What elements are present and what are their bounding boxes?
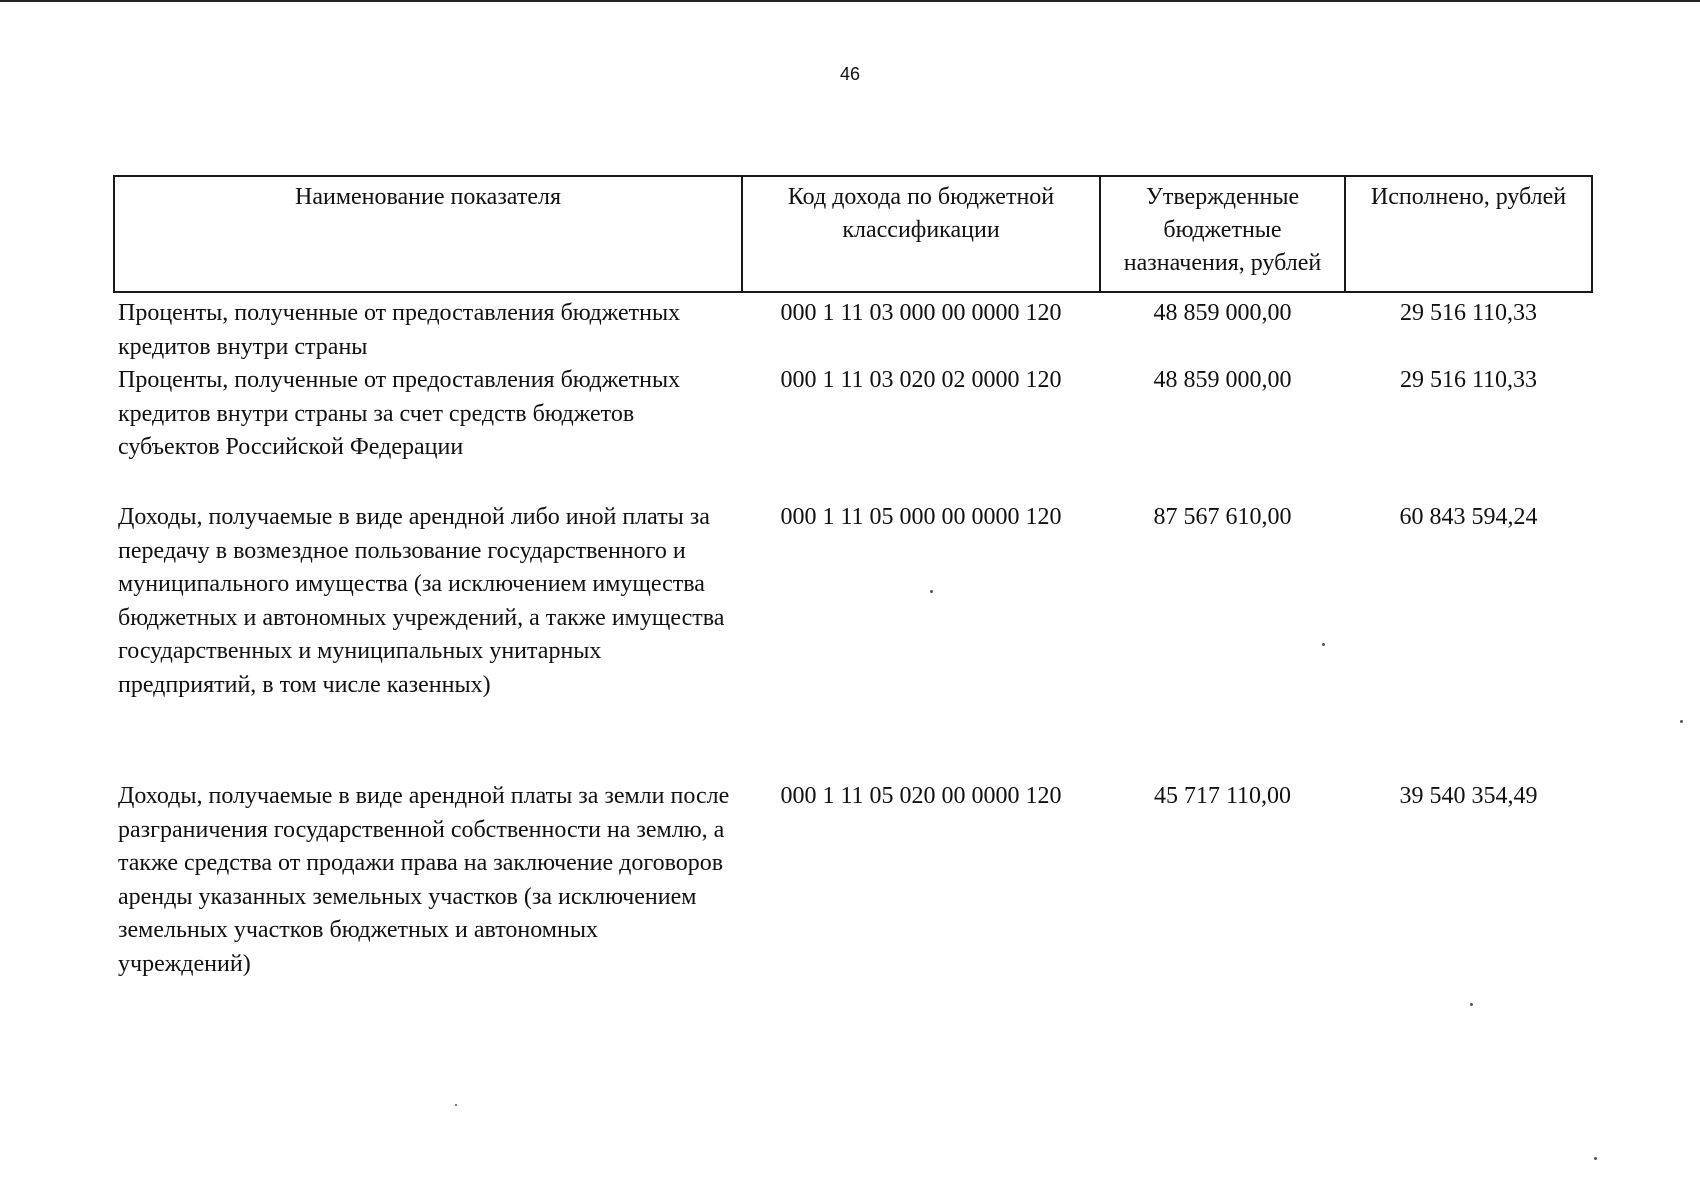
row-indicator-name: Проценты, полученные от предоставления бюджетных кредитов внутри страны — [118, 300, 681, 360]
row-executed-amount: 39 540 354,49 — [1399, 783, 1538, 809]
row-executed-amount: 29 516 110,33 — [1399, 367, 1538, 393]
row-indicator-name: Проценты, полученные от предоставления бюджетных кредитов внутри страны за счет средств бюджетов субъектов Российской Федерации — [118, 367, 681, 460]
row-approved-amount: 45 717 110,00 — [1153, 783, 1292, 809]
header-executed-amount: Исполнено, рублей — [1345, 176, 1592, 292]
table-row — [114, 780, 1592, 1010]
table-row — [114, 364, 1592, 501]
row-revenue-code: 000 1 11 05 020 00 0000 120 — [780, 783, 1062, 809]
header-approved-amount: Утвержденные бюджетные назначения, рублей — [1100, 176, 1345, 292]
row-revenue-code: 000 1 11 03 020 02 0000 120 — [780, 367, 1062, 393]
scan-speck — [1470, 1003, 1473, 1006]
row-executed-amount: 29 516 110,33 — [1399, 300, 1538, 326]
row-approved-amount: 87 567 610,00 — [1153, 504, 1292, 530]
header-row — [114, 176, 1592, 292]
header-revenue-code: Код дохода по бюджетной классификации — [742, 176, 1100, 292]
table-row — [114, 292, 1592, 364]
table-row — [114, 501, 1592, 780]
table-body — [114, 292, 1592, 1010]
row-revenue-code: 000 1 11 05 000 00 0000 120 — [780, 504, 1062, 530]
revenue-table — [113, 175, 1593, 1010]
row-revenue-code: 000 1 11 03 000 00 0000 120 — [780, 300, 1062, 326]
page-number: 46 — [839, 64, 861, 84]
row-approved-amount: 48 859 000,00 — [1153, 300, 1292, 326]
revenue-table-container — [113, 175, 1591, 1010]
header-indicator-name: Наименование показателя — [114, 176, 742, 292]
scan-speck — [930, 590, 933, 593]
row-indicator-name: Доходы, получаемые в виде арендной платы за земли после разграничения государственной собственности на землю, а также средства от продажи права на заключение договоров аренды указанных земельных участков (за исключением земельных участков бюджетных и автономных учреждений) — [118, 783, 730, 977]
scan-speck — [455, 1104, 457, 1106]
row-indicator-name: Доходы, получаемые в виде арендной либо иной платы за передачу в возмездное пользование государственного и муниципального имущества (за исключением имущества бюджетных и автономных учреждений, а также имущества государственных и муниципальных унитарных предприятий, в том числе казенных) — [118, 504, 725, 698]
scan-edge-line — [0, 0, 1700, 2]
scan-speck — [1594, 1157, 1597, 1160]
table-header — [114, 176, 1592, 292]
row-executed-amount: 60 843 594,24 — [1399, 504, 1538, 530]
row-approved-amount: 48 859 000,00 — [1153, 367, 1292, 393]
scan-speck — [1322, 643, 1325, 646]
scan-speck — [1680, 720, 1683, 723]
